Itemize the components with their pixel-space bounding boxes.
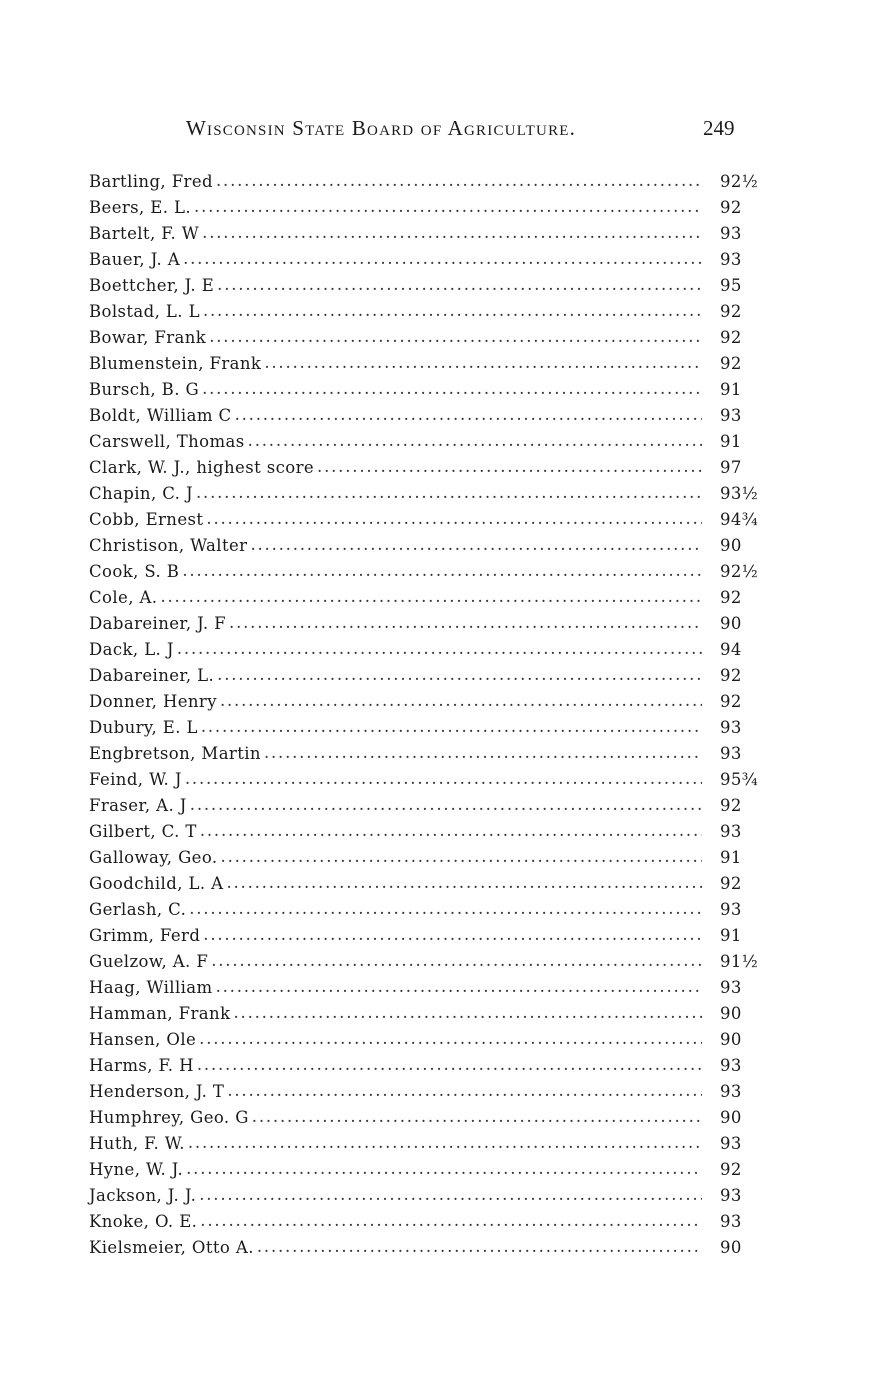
entry-name: Cobb, Ernest bbox=[89, 509, 204, 529]
dot-leader bbox=[202, 379, 702, 399]
entry-name: Galloway, Geo. bbox=[89, 847, 218, 867]
list-item bbox=[89, 272, 754, 298]
entry-score: 92½ bbox=[720, 561, 759, 581]
entry-name: Bowar, Frank bbox=[89, 327, 207, 347]
list-item bbox=[89, 220, 754, 246]
list-item bbox=[89, 1234, 754, 1260]
list-item bbox=[89, 1026, 754, 1052]
list-item bbox=[89, 1130, 754, 1156]
entry-name: Hansen, Ole bbox=[89, 1029, 197, 1049]
entry-name: Hyne, W. J. bbox=[89, 1159, 184, 1179]
entry-name: Donner, Henry bbox=[89, 691, 217, 711]
dot-leader bbox=[264, 353, 702, 373]
dot-leader bbox=[211, 951, 702, 971]
entry-score: 92 bbox=[720, 587, 742, 607]
dot-leader bbox=[202, 223, 702, 243]
entry-name: Guelzow, A. F bbox=[89, 951, 209, 971]
list-item bbox=[89, 1052, 754, 1078]
entry-score: 90 bbox=[720, 613, 742, 633]
entry-name: Harms, F. H bbox=[89, 1055, 194, 1075]
list-item bbox=[89, 662, 754, 688]
entry-name: Bursch, B. G bbox=[89, 379, 200, 399]
dot-leader bbox=[200, 1211, 702, 1231]
entry-score: 90 bbox=[720, 1237, 742, 1257]
list-item bbox=[89, 974, 754, 1000]
list-item bbox=[89, 246, 754, 272]
list-item bbox=[89, 168, 759, 194]
entry-name: Bauer, J. A bbox=[89, 249, 181, 269]
entry-name: Dabareiner, L. bbox=[89, 665, 215, 685]
dot-leader bbox=[217, 665, 702, 685]
entry-score: 93 bbox=[720, 821, 742, 841]
page-header bbox=[0, 116, 887, 146]
dot-leader bbox=[235, 405, 702, 425]
dot-leader bbox=[203, 925, 702, 945]
dot-leader bbox=[216, 977, 702, 997]
list-item bbox=[89, 922, 754, 948]
entry-name: Boldt, William C bbox=[89, 405, 232, 425]
entry-score: 93 bbox=[720, 1211, 742, 1231]
list-item bbox=[89, 506, 759, 532]
entry-score: 90 bbox=[720, 535, 742, 555]
entry-score: 91 bbox=[720, 925, 742, 945]
entry-score: 94 bbox=[720, 639, 742, 659]
dot-leader bbox=[264, 743, 702, 763]
entry-name: Feind, W. J bbox=[89, 769, 182, 789]
dot-leader bbox=[248, 431, 702, 451]
entry-score: 93 bbox=[720, 743, 742, 763]
entry-score: 92 bbox=[720, 795, 742, 815]
entry-score: 93 bbox=[720, 717, 742, 737]
entry-name: Henderson, J. T bbox=[89, 1081, 225, 1101]
entry-name: Bartling, Fred bbox=[89, 171, 213, 191]
dot-leader bbox=[209, 327, 702, 347]
entry-score: 93 bbox=[720, 249, 742, 269]
entry-score: 93 bbox=[720, 977, 742, 997]
entry-score: 92 bbox=[720, 327, 742, 347]
dot-leader bbox=[194, 197, 702, 217]
list-item bbox=[89, 298, 754, 324]
dot-leader bbox=[182, 561, 702, 581]
entry-score: 93 bbox=[720, 1133, 742, 1153]
dot-leader bbox=[190, 795, 702, 815]
entry-name: Bolstad, L. L bbox=[89, 301, 200, 321]
entry-score: 90 bbox=[720, 1029, 742, 1049]
entry-score: 92 bbox=[720, 353, 742, 373]
list-item bbox=[89, 584, 754, 610]
entry-name: Hamman, Frank bbox=[89, 1003, 231, 1023]
entry-name: Cole, A. bbox=[89, 587, 158, 607]
dot-leader bbox=[250, 535, 702, 555]
entry-score: 91 bbox=[720, 847, 742, 867]
score-list bbox=[89, 168, 759, 1260]
dot-leader bbox=[199, 1029, 702, 1049]
list-item bbox=[89, 532, 754, 558]
dot-leader bbox=[189, 899, 702, 919]
entry-name: Jackson, J. J. bbox=[89, 1185, 197, 1205]
list-item bbox=[89, 636, 754, 662]
dot-leader bbox=[199, 1185, 702, 1205]
entry-name: Fraser, A. J bbox=[89, 795, 187, 815]
list-item bbox=[89, 402, 754, 428]
entry-name: Carswell, Thomas bbox=[89, 431, 245, 451]
entry-score: 92 bbox=[720, 665, 742, 685]
entry-score: 92 bbox=[720, 691, 742, 711]
entry-score: 95¾ bbox=[720, 769, 759, 789]
entry-score: 93 bbox=[720, 1185, 742, 1205]
list-item bbox=[89, 1182, 754, 1208]
list-item bbox=[89, 714, 754, 740]
entry-name: Goodchild, L. A bbox=[89, 873, 224, 893]
entry-name: Dack, L. J bbox=[89, 639, 174, 659]
running-title: Wisconsin State Board of Agriculture. bbox=[186, 116, 577, 140]
list-item bbox=[89, 1078, 754, 1104]
entry-name: Blumenstein, Frank bbox=[89, 353, 262, 373]
list-item bbox=[89, 558, 759, 584]
dot-leader bbox=[188, 1133, 702, 1153]
list-item bbox=[89, 454, 754, 480]
entry-score: 93 bbox=[720, 899, 742, 919]
dot-leader bbox=[183, 249, 702, 269]
list-item bbox=[89, 480, 759, 506]
dot-leader bbox=[196, 483, 702, 503]
entry-name: Humphrey, Geo. G bbox=[89, 1107, 249, 1127]
entry-score: 91½ bbox=[720, 951, 759, 971]
entry-name: Knoke, O. E. bbox=[89, 1211, 198, 1231]
entry-score: 93½ bbox=[720, 483, 759, 503]
list-item bbox=[89, 792, 754, 818]
list-item bbox=[89, 376, 754, 402]
entry-name: Chapin, C. J bbox=[89, 483, 193, 503]
dot-leader bbox=[201, 717, 702, 737]
entry-score: 92 bbox=[720, 873, 742, 893]
dot-leader bbox=[257, 1237, 702, 1257]
dot-leader bbox=[217, 275, 702, 295]
list-item bbox=[89, 428, 754, 454]
list-item bbox=[89, 688, 754, 714]
entry-name: Christison, Walter bbox=[89, 535, 248, 555]
list-item bbox=[89, 1156, 754, 1182]
entry-score: 91 bbox=[720, 431, 742, 451]
entry-name: Gilbert, C. T bbox=[89, 821, 197, 841]
entry-score: 93 bbox=[720, 405, 742, 425]
entry-name: Boettcher, J. E bbox=[89, 275, 215, 295]
entry-name: Bartelt, F. W bbox=[89, 223, 200, 243]
list-item bbox=[89, 870, 754, 896]
dot-leader bbox=[229, 613, 702, 633]
entry-name: Gerlash, C. bbox=[89, 899, 187, 919]
dot-leader bbox=[221, 847, 702, 867]
dot-leader bbox=[186, 1159, 702, 1179]
dot-leader bbox=[252, 1107, 702, 1127]
entry-name: Dabareiner, J. F bbox=[89, 613, 227, 633]
entry-score: 92 bbox=[720, 1159, 742, 1179]
entry-name: Engbretson, Martin bbox=[89, 743, 261, 763]
entry-name: Dubury, E. L bbox=[89, 717, 198, 737]
list-item bbox=[89, 766, 759, 792]
dot-leader bbox=[220, 691, 702, 711]
dot-leader bbox=[185, 769, 702, 789]
entry-name: Huth, F. W. bbox=[89, 1133, 185, 1153]
list-item bbox=[89, 350, 754, 376]
entry-score: 93 bbox=[720, 223, 742, 243]
list-item bbox=[89, 1000, 754, 1026]
dot-leader bbox=[317, 457, 702, 477]
list-item bbox=[89, 896, 754, 922]
entry-score: 97 bbox=[720, 457, 742, 477]
entry-score: 95 bbox=[720, 275, 742, 295]
dot-leader bbox=[216, 171, 702, 191]
list-item bbox=[89, 948, 759, 974]
list-item bbox=[89, 324, 754, 350]
entry-name: Clark, W. J., highest score bbox=[89, 457, 315, 477]
dot-leader bbox=[203, 301, 702, 321]
entry-name: Cook, S. B bbox=[89, 561, 180, 581]
entry-score: 92 bbox=[720, 301, 742, 321]
list-item bbox=[89, 610, 754, 636]
dot-leader bbox=[206, 509, 702, 529]
entry-name: Kielsmeier, Otto A. bbox=[89, 1237, 254, 1257]
page-number: 249 bbox=[703, 116, 735, 140]
entry-score: 92 bbox=[720, 197, 742, 217]
dot-leader bbox=[160, 587, 702, 607]
list-item bbox=[89, 1104, 754, 1130]
dot-leader bbox=[177, 639, 702, 659]
entry-name: Grimm, Ferd bbox=[89, 925, 201, 945]
entry-score: 93 bbox=[720, 1055, 742, 1075]
dot-leader bbox=[233, 1003, 702, 1023]
list-item bbox=[89, 194, 754, 220]
dot-leader bbox=[197, 1055, 702, 1075]
entry-score: 94¾ bbox=[720, 509, 759, 529]
entry-score: 92½ bbox=[720, 171, 759, 191]
entry-score: 90 bbox=[720, 1003, 742, 1023]
entry-name: Beers, E. L. bbox=[89, 197, 192, 217]
entry-name: Haag, William bbox=[89, 977, 213, 997]
dot-leader bbox=[227, 1081, 702, 1101]
list-item bbox=[89, 844, 754, 870]
list-item bbox=[89, 818, 754, 844]
dot-leader bbox=[226, 873, 702, 893]
dot-leader bbox=[200, 821, 702, 841]
entry-score: 93 bbox=[720, 1081, 742, 1101]
list-item bbox=[89, 740, 754, 766]
entry-score: 90 bbox=[720, 1107, 742, 1127]
entry-score: 91 bbox=[720, 379, 742, 399]
list-item bbox=[89, 1208, 754, 1234]
